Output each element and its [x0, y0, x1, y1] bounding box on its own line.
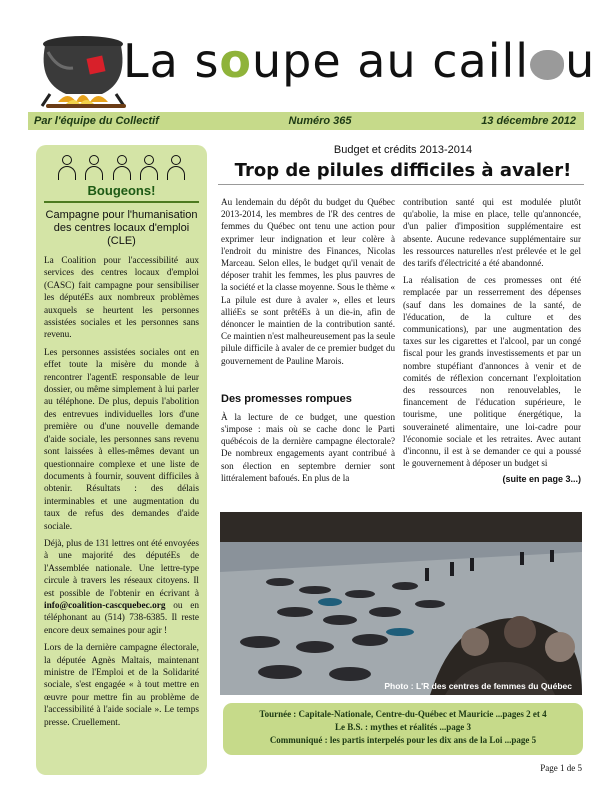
- article-column-1: [221, 196, 395, 489]
- sidebar-box: [36, 145, 207, 775]
- sidebar-paragraph: La Coalition pour l'accessibilité aux services des centres locaux d'emploi (CASC) fait campagne pour sensibiliser les députéEs aux nombreux problèmes auxquels se heurtent les personnes assistées sociales et les personnes sans revenu.: [44, 256, 199, 341]
- byline: Par l'équipe du Collectif: [34, 115, 159, 127]
- article-paragraph: Au lendemain du dépôt du budget du Québec 2013-2014, les membres de l'R des centres de femmes du Québec ont tenu une action pour exprimer leur indignation et leur colère à l'endroit du ministre des Finances, Nicolas Marceau. Selon elles, le budget qu'il venait de déposer trahit les femmes, les plus pauvres de la société et la classe moyenne. Sous le thème « La pilule est dure à avaler », elles et leurs alliéEs se sont prêtéEs à un die-in, afin de dénoncer le maintien de la contribution santé. Ce maintien n'est malheureusement pas la seule pilule difficile à avaler de ce premier budget du gouvernement de Pauline Marois.: [221, 197, 395, 366]
- issue-number: Numéro 365: [288, 115, 352, 127]
- sidebar-paragraph: Les personnes assistées sociales ont en effet toute la misère du monde à rencontrer l'agentE responsable de leur dossier, ou même simplement à lui parler au téléphone. De plus, depuis l'abolition des entrevues individuelles lors d'une première ou d'une nouvelle demande d'aide sociale, les personnes sans revenu sont laissées à elles-mêmes devant un questionnaire complexe et une liste de documents à fournir, souvent difficiles à obtenir. Résultats : des délais interminables et une augmentation du taux de refus des demandes d'aide sociale.: [44, 347, 199, 532]
- article-paragraph: contribution santé qui est modulée plutôt qu'abolie, la mise en place, telle qu'annoncée, d'un palier d'imposition supplémentaire est absente. Aucune redevance supplémentaire sur les ressources naturelles n'est prélevée et le gel des tarifs d'électricité a été abandonné.: [403, 197, 581, 269]
- article-kicker: Budget et crédits 2013-2014: [333, 144, 473, 156]
- article-paragraph: À la lecture de ce budget, une question s'impose : mais où se cache donc le Parti québécois de la dernière campagne électorale? De nombreux engagements ayant contribué à son élection en septembre dernier sont littéralement bafoués. En plus de la: [221, 411, 395, 483]
- contents-item[interactable]: Le B.S. : mythes et réalités ...page 3: [335, 722, 471, 732]
- sidebar-paragraph: Déjà, plus de 131 lettres ont été envoyées à une majorité des députéEs de l'Assemblée nationale. Une lettre-type circule à travers les réseaux citoyens. Il est possible de l'obtenir en écrivant à info@coalition-cascquebec.org ou en téléphonant au (514) 738-6385. Il reste encore deux semaines pour agir !: [44, 538, 199, 636]
- contents-item[interactable]: Tournée : Capitale-Nationale, Centre-du-Québec et Mauricie ...pages 2 et 4: [259, 709, 547, 719]
- sidebar-title: Bougeons!: [87, 183, 156, 198]
- headline-divider: [218, 184, 584, 185]
- page-number: Page 1 de 5: [540, 763, 582, 773]
- issue-date: 13 décembre 2012: [481, 115, 576, 127]
- newsletter-title: La soupe au caill u: [123, 34, 596, 88]
- article-subhead: Des promesses rompues: [221, 392, 352, 405]
- contents-box: [223, 703, 583, 755]
- sidebar-subtitle: Campagne pour l'humanisation des centres locaux d'emploi (CLE): [45, 209, 198, 247]
- die-in-photo-image: [220, 512, 582, 695]
- continued-link[interactable]: (suite en page 3...): [502, 474, 581, 485]
- sidebar-divider: [44, 201, 199, 203]
- article-headline: Trop de pilules difficiles à avaler!: [234, 160, 572, 181]
- issue-info-bar: [28, 112, 584, 130]
- article-column-2: [403, 196, 581, 484]
- event-photo: [220, 512, 582, 695]
- contact-email-link[interactable]: info@coalition-cascquebec.org: [44, 600, 166, 611]
- article-paragraph: La réalisation de ces promesses ont été remplacée par un resserrement des dépenses (sauf dans les domaines de la santé, de l'éducation, de la culture et des communications), par une augmentation des taxes sur les cigarettes et l'alcool, par un congé fiscal pour les grands investissements et par un nombre stupéfiant d'annonces à venir et de comités de réflexion concernant l'exploitation des ressources non renouvelables, le financement de l'éducation supérieure, le tourisme, une politique énergétique, la souveraineté alimentaire, une loi-cadre pour l'économie sociale et les retraites. Avec autant d'inconnu, il est à se demander ce qui a poussé le gouvernement à déposer un budget si: [403, 275, 581, 469]
- photo-caption: Photo : L'R des centres de femmes du Québec: [384, 681, 572, 691]
- masthead: [28, 22, 596, 112]
- people-icon: [44, 153, 199, 181]
- sidebar-paragraph: Lors de la dernière campagne électorale, la députée Agnès Maltais, maintenant ministre de l'Emploi et de la Solidarité sociale, s'est engagée « à tout mettre en œuvre pour mettre fin au problème de l'accessibilité à l'aide sociale ». Le temps presse. Cruellement.: [44, 643, 199, 728]
- stone-icon: [530, 50, 564, 80]
- contents-item[interactable]: Communiqué : les partis interpelés pour les dix ans de la Loi ...page 5: [269, 735, 537, 745]
